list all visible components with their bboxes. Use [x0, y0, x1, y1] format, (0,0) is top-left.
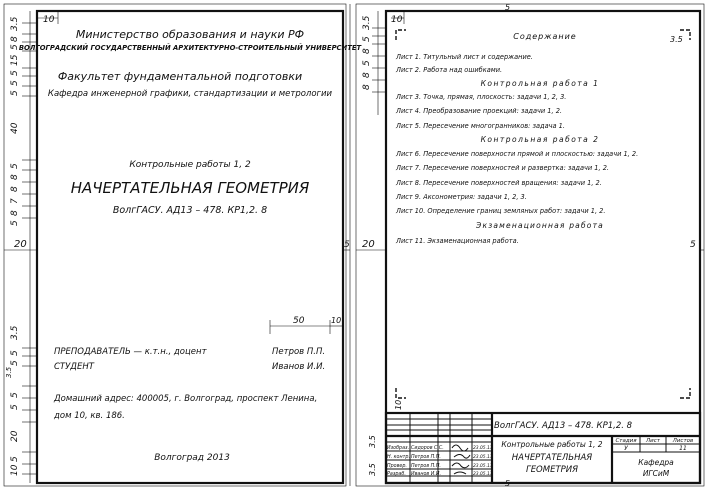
contents-item: Лист 3. Точка, прямая, плоскость: задачи 1, 2, 3.	[396, 93, 567, 101]
dim-label: 8	[10, 36, 20, 42]
tb-subject-line2: ГЕОМЕТРИЯ	[525, 465, 579, 475]
dim-label: 5	[10, 220, 20, 226]
dim-label: 40	[10, 122, 20, 134]
address-line2: дом 10, кв. 186.	[54, 411, 125, 421]
left-margin-dim: 20	[14, 239, 27, 250]
tb-role: Изобраз.	[387, 446, 410, 451]
dim-label: 20	[10, 430, 20, 442]
contents-item: Лист 2. Работа над ошибками.	[396, 66, 503, 74]
right-left-margin-dim: 20	[362, 239, 375, 250]
tb-role: Провер.	[387, 464, 407, 469]
contents-item: Лист 10. Определение границ земляных работ: задачи 1, 2.	[396, 207, 606, 215]
teacher-label: ПРЕПОДАВАТЕЛЬ — к.т.н., доцент	[54, 347, 207, 357]
right-bottom-dim-5: 5	[505, 479, 511, 488]
student-label: СТУДЕНТ	[54, 362, 94, 372]
works-text: Контрольные работы 1, 2	[129, 160, 251, 170]
dim-label: 5	[10, 392, 20, 398]
tb-name: Иванов И.И.	[411, 472, 442, 477]
dim-label: 10	[10, 464, 20, 476]
contents-title: Содержание	[513, 32, 577, 41]
dim-label: 5	[10, 80, 20, 86]
dim-50: 50	[293, 316, 305, 326]
tb-dept-line1: Кафедра	[638, 458, 674, 467]
tb-date: 23.05.13	[473, 446, 493, 451]
exam-title: Экзаменационная работа	[476, 221, 604, 230]
contents-item: Лист 6. Пересечение поверхности прямой и плоскостью: задачи 1, 2.	[396, 150, 639, 158]
tb-code: ВолгГАСУ. АД13 – 478. КР1,2. 8	[494, 421, 633, 431]
tb-name: Сидоров С.С.	[411, 446, 444, 451]
dim-10: 10	[331, 316, 342, 325]
tb-date: 23.05.13	[473, 455, 493, 460]
contents-item: Лист 9. Аксонометрия: задачи 1, 2, 3.	[396, 193, 527, 201]
tb-works: Контрольные работы 1, 2	[501, 440, 603, 449]
dim-label: 5	[10, 404, 20, 410]
tb-name: Петров П.П.	[411, 464, 441, 469]
dim-3-5: 3.5	[670, 35, 683, 44]
dim-label: 8	[10, 210, 20, 216]
right-top-dim-10: 10	[391, 15, 403, 25]
tb-name: Петров П.П.	[411, 455, 441, 460]
tb-role: Н. контр.	[387, 455, 410, 460]
top-dim-10: 10	[43, 15, 55, 25]
code-text: ВолгГАСУ. АД13 – 478. КР1,2. 8	[112, 205, 268, 216]
dim-label: 5	[10, 360, 20, 366]
contents-item: Лист 11. Экзаменационная работа.	[396, 237, 519, 245]
contents-item: Лист 8. Пересечение поверхностей вращения: задачи 1, 2.	[396, 179, 602, 187]
tb-stage-value: У	[624, 445, 628, 452]
dim-label: 5	[10, 70, 20, 76]
dim-label: 3.5	[362, 15, 372, 30]
dim-label: 3.5	[10, 16, 20, 31]
dim-label: 8	[10, 186, 20, 192]
contents-item: Лист 5. Пересечение многогранников: задача 1.	[396, 122, 565, 130]
dim-label: 5	[10, 163, 20, 169]
university-text: ВОЛГОГРАДСКИЙ ГОСУДАРСТВЕННЫЙ АРХИТЕКТУРНО-СТРОИТЕЛЬНЫЙ УНИВЕРСИТЕТ	[18, 44, 362, 52]
dim-label: 8	[362, 84, 372, 90]
tb-sheet-label: Лист	[646, 438, 660, 444]
tb-dim-3-5: 3.5	[368, 435, 377, 448]
right-top-dim-5: 5	[505, 3, 511, 12]
tb-dim-10: 10	[394, 399, 403, 410]
ministry-text: Министерство образования и науки РФ	[75, 28, 305, 41]
subject-text: НАЧЕРТАТЕЛЬНАЯ ГЕОМЕТРИЯ	[70, 179, 310, 197]
dim-label: 3.5	[10, 325, 20, 340]
dim-label: 5	[10, 350, 20, 356]
work1-title: Контрольная работа 1	[480, 79, 600, 88]
tb-subject-line1: НАЧЕРТАТЕЛЬНАЯ	[511, 453, 593, 463]
contents-item: Лист 4. Преобразование проекций: задачи 1, 2.	[396, 107, 562, 115]
city-year: Волгоград 2013	[154, 453, 230, 463]
tb-date: 23.05.13	[473, 472, 493, 477]
tb-sheets-value: 11	[679, 445, 687, 452]
contents-item: Лист 7. Пересечение поверхностей и развертка: задачи 1, 2.	[396, 164, 609, 172]
student-name: Иванов И.И.	[272, 362, 326, 372]
teacher-name: Петров П.П.	[272, 347, 326, 357]
address-line1: Домашний адрес: 400005, г. Волгоград, проспект Ленина,	[54, 394, 318, 404]
dim-label: 8	[362, 72, 372, 78]
tb-role: Разраб.	[387, 472, 406, 477]
right-edge-dim: 5	[690, 240, 696, 250]
dim-label: 8	[10, 174, 20, 180]
tb-sheets-label: Листов	[672, 438, 694, 444]
dim-label: 5	[362, 60, 372, 66]
tb-dept-line2: ИГСиМ	[642, 469, 670, 478]
tb-stage-label: Стадия	[615, 438, 637, 444]
faculty-text: Факультет фундаментальной подготовки	[57, 70, 303, 83]
work2-title: Контрольная работа 2	[480, 135, 600, 144]
right-margin-dim: 5	[344, 240, 350, 250]
dim-3-5-small: 3.5	[5, 366, 13, 378]
dim-label: 5	[10, 456, 20, 462]
dim-label: 15	[10, 54, 20, 66]
dim-label: 5	[362, 36, 372, 42]
tb-dim-3-5-b: 3.5	[368, 463, 377, 476]
contents-item: Лист 1. Титульный лист и содержание.	[396, 53, 533, 61]
dim-label: 5	[10, 90, 20, 96]
dim-label: 7	[10, 198, 20, 204]
tb-date: 23.05.13	[473, 464, 493, 469]
dim-label: 5	[10, 44, 20, 50]
department-text: Кафедра инженерной графики, стандартизации и метрологии	[47, 89, 333, 99]
dim-label: 8	[362, 48, 372, 54]
right-dimension-chain	[362, 11, 386, 115]
teacher-dims	[270, 316, 343, 334]
